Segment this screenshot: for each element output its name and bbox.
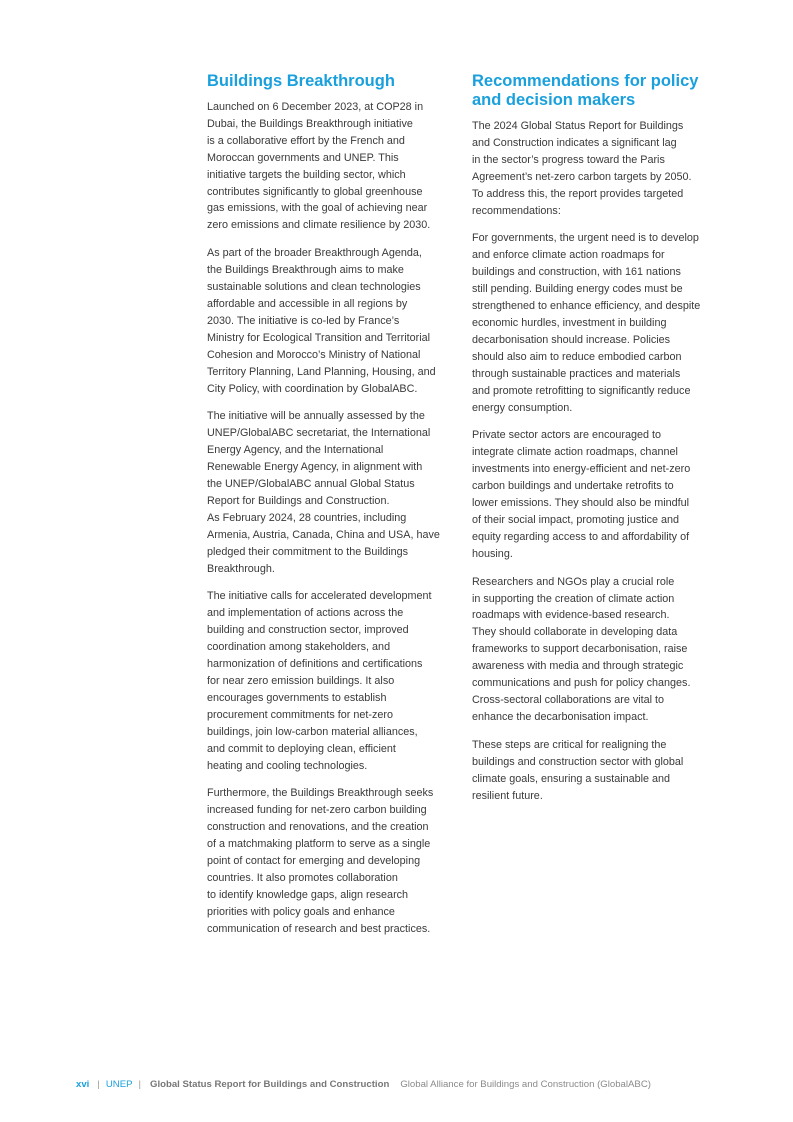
footer-organization: UNEP (105, 1079, 133, 1090)
right-paragraph-5: These steps are critical for realigning the buildings and construction sector with global climate goals, ensuring a sustainable and resilient future. (472, 738, 684, 802)
recommendations-heading: Recommendations for policy and decision makers (472, 72, 699, 109)
right-paragraph-1: The 2024 Global Status Report for Buildings and Construction indicates a significant lag in the sector’s progress toward the Paris Agreement’s net-zero carbon targets by 2050. To address this, the report provides targeted recommendations: (472, 120, 692, 217)
page-number: xvi (76, 1079, 90, 1090)
page-footer (76, 1079, 651, 1091)
buildings-breakthrough-heading: Buildings Breakthrough (207, 72, 395, 90)
left-paragraph-3: The initiative will be annually assessed by the UNEP/GlobalABC secretariat, the International Energy Agency, and the International Renewable Energy Agency, in alignment with the UNEP/GlobalABC annual Global Status Report for Buildings and Construction. As February 2024, 28 countries, including Armenia, Austria, Canada, China and USA, have pledged their commitment to the Buildings Breakthrough. (207, 410, 440, 575)
left-paragraph-4: The initiative calls for accelerated development and implementation of actions across the building and construction sector, improved coordination among stakeholders, and harmonization of definitions and certifications for near zero emission buildings. It also encourages governments to establish procurement commitments for net-zero buildings, join low-carbon material alliances, and commit to deploying clean, efficient heating and cooling technologies. (207, 590, 432, 772)
right-paragraph-2: For governments, the urgent need is to develop and enforce climate action roadmaps for buildings and construction, with 161 nations still pending. Building energy codes must be strengthened to enhance efficiency, and despite economic hurdles, investment in building decarbonisation should increase. Policies should also aim to reduce embodied carbon through sustainable practices and materials and promote retrofitting to significantly reduce energy consumption. (472, 232, 701, 414)
right-paragraph-4: Researchers and NGOs play a crucial role in supporting the creation of climate action roadmaps with evidence-based research. They should collaborate in developing data frameworks to support decarbonisation, raise awareness with media and through strategic communications and push for policy changes. Cross-sectoral collaborations are vital to enhance the decarbonisation impact. (472, 575, 691, 723)
footer-separator: | (97, 1079, 100, 1090)
footer-separator-2: | (138, 1079, 141, 1090)
left-paragraph-5: Furthermore, the Buildings Breakthrough seeks increased funding for net-zero carbon building construction and renovations, and the creation of a matchmaking platform to serve as a single point of contact for emerging and developing countries. It also promotes collaboration to identify knowledge gaps, align research priorities with policy goals and enhance communication of research and best practices. (207, 787, 434, 935)
left-column (207, 72, 455, 949)
right-column (472, 72, 722, 815)
footer-report-title: Global Status Report for Buildings and Construction (150, 1079, 390, 1090)
left-paragraph-2: As part of the broader Breakthrough Agenda, the Buildings Breakthrough aims to make sustainable solutions and clean technologies affordable and accessible in all regions by 2030. The initiative is co-led by France’s Ministry for Ecological Transition and Territorial Cohesion and Morocco’s Ministry of National Territory Planning, Land Planning, Housing, and City Policy, with coordination by GlobalABC. (207, 247, 436, 395)
left-paragraph-1: Launched on 6 December 2023, at COP28 in Dubai, the Buildings Breakthrough initiative is a collaborative effort by the French and Moroccan governments and UNEP. This initiative targets the building sector, which contributes significantly to global greenhouse gas emissions, with the goal of achieving near zero emissions and climate resilience by 2030. (207, 101, 431, 232)
footer-alliance: Global Alliance for Buildings and Construction (GlobalABC) (400, 1079, 651, 1090)
right-paragraph-3: Private sector actors are encouraged to integrate climate action roadmaps, channel investments into energy-efficient and net-zero carbon buildings and undertake retrofits to lower emissions. They should also be mindful of their social impact, promoting justice and equity regarding access to and affordability of housing. (472, 429, 691, 560)
